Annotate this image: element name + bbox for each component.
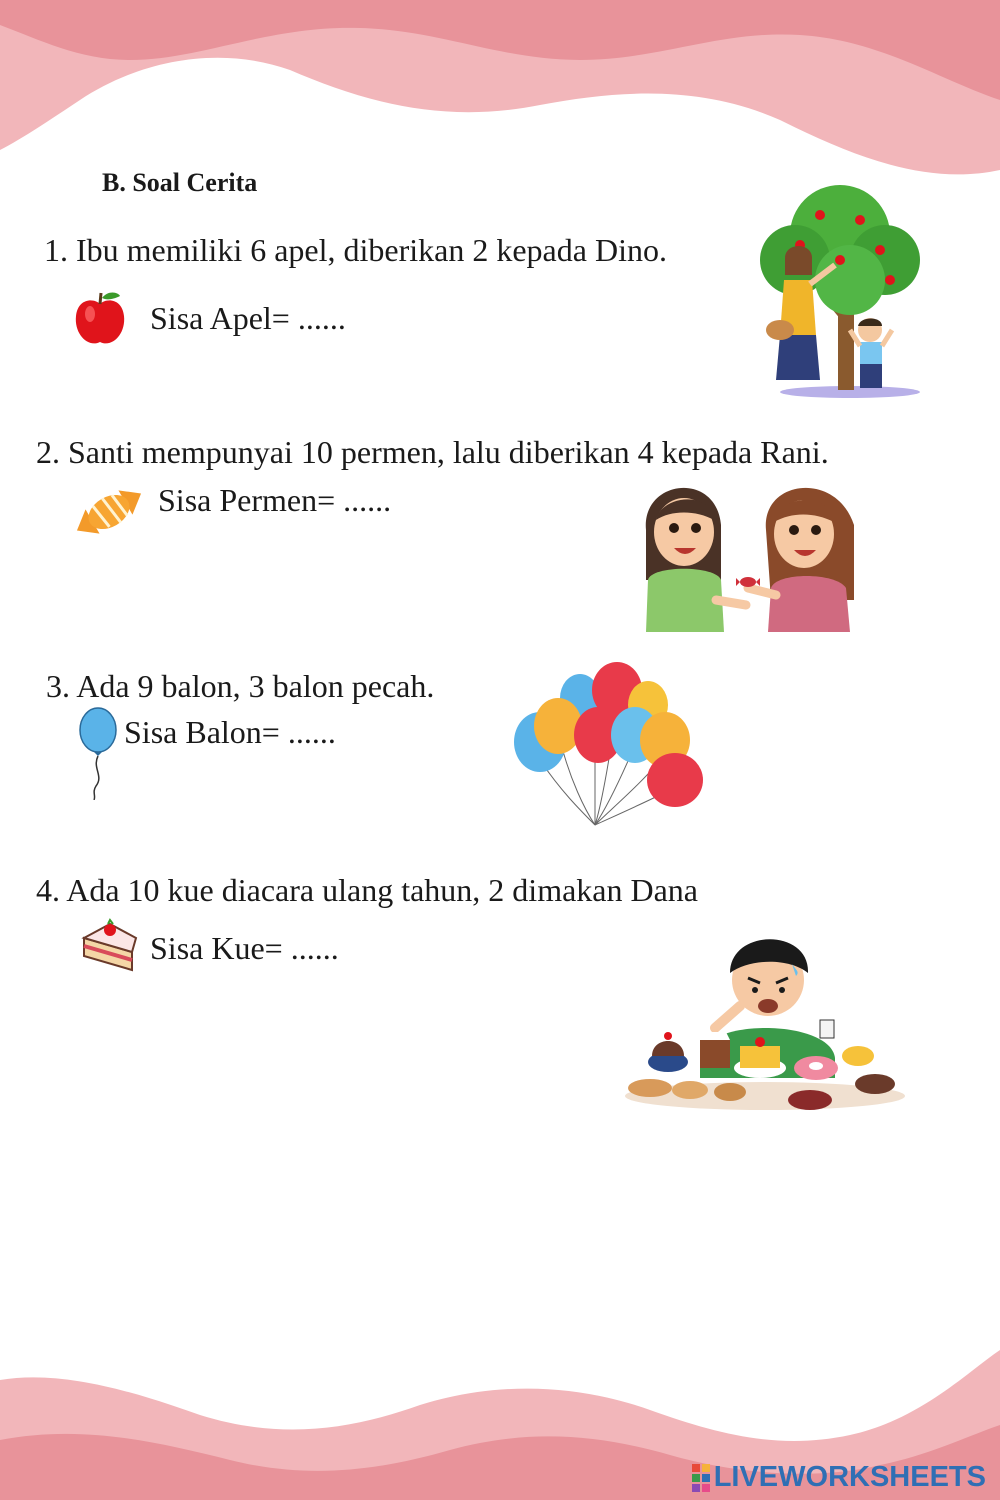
answer-1: Sisa Apel= ...... [150,300,346,336]
question-1-text: 1. Ibu memiliki 6 apel, diberikan 2 kepada Dino. [44,232,667,268]
candy-icon [68,476,150,548]
cake-slice-icon [80,916,140,974]
question-2-text: 2. Santi mempunyai 10 permen, lalu diberikan 4 kepada Rani. [36,434,829,470]
brand-name: LIVEWORKSHEETS [713,1461,986,1493]
answer-4: Sisa Kue= ...... [150,930,339,966]
liveworksheets-logo [692,1461,986,1494]
boy-eating-cakes-illustration [620,928,910,1118]
apple-tree-illustration [750,180,925,400]
section-heading: B. Soal Cerita [102,168,258,197]
logo-mark-icon [692,1464,710,1492]
answer-2: Sisa Permen= ...... [158,482,392,518]
balloon-bunch-illustration [510,660,710,832]
apple-icon [72,290,128,348]
question-3-text: 3. Ada 9 balon, 3 balon pecah. [46,668,435,704]
question-4-text: 4. Ada 10 kue diacara ulang tahun, 2 dimakan Dana [36,872,698,908]
girls-sharing-candy-illustration [636,470,856,632]
answer-3: Sisa Balon= ...... [124,714,336,750]
balloon-icon [78,706,122,800]
